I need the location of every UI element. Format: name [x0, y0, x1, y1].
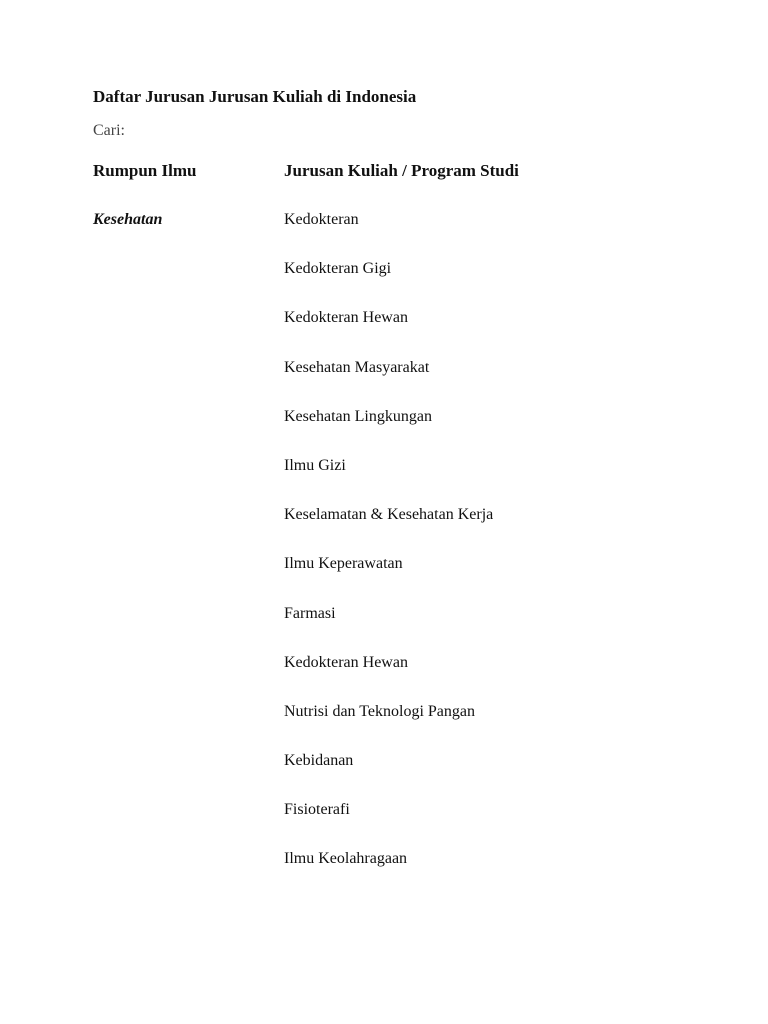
list-item: Ilmu Keperawatan	[284, 555, 403, 573]
program-list	[284, 209, 493, 898]
list-item: Kedokteran Hewan	[284, 653, 408, 671]
list-item: Ilmu Gizi	[284, 456, 346, 474]
list-item: Kebidanan	[284, 752, 354, 770]
list-item: Farmasi	[284, 604, 336, 622]
column-header-programs: Jurusan Kuliah / Program Studi	[284, 161, 519, 180]
category-label: Kesehatan	[93, 211, 163, 228]
list-item: Kedokteran Hewan	[284, 309, 408, 327]
list-item: Kedokteran Gigi	[284, 260, 392, 278]
list-item: Nutrisi dan Teknologi Pangan	[284, 702, 476, 720]
list-item: Kedokteran	[284, 211, 359, 228]
list-item: Kesehatan Lingkungan	[284, 407, 432, 425]
list-item: Kesehatan Masyarakat	[284, 358, 430, 376]
page-title: Daftar Jurusan Jurusan Kuliah di Indonesia	[93, 87, 417, 106]
list-item: Keselamatan & Kesehatan Kerja	[284, 506, 494, 524]
column-header-field: Rumpun Ilmu	[93, 161, 197, 180]
search-label: Cari:	[93, 122, 125, 139]
list-item: Fisioterafi	[284, 801, 350, 819]
list-item: Ilmu Keolahragaan	[284, 850, 408, 868]
